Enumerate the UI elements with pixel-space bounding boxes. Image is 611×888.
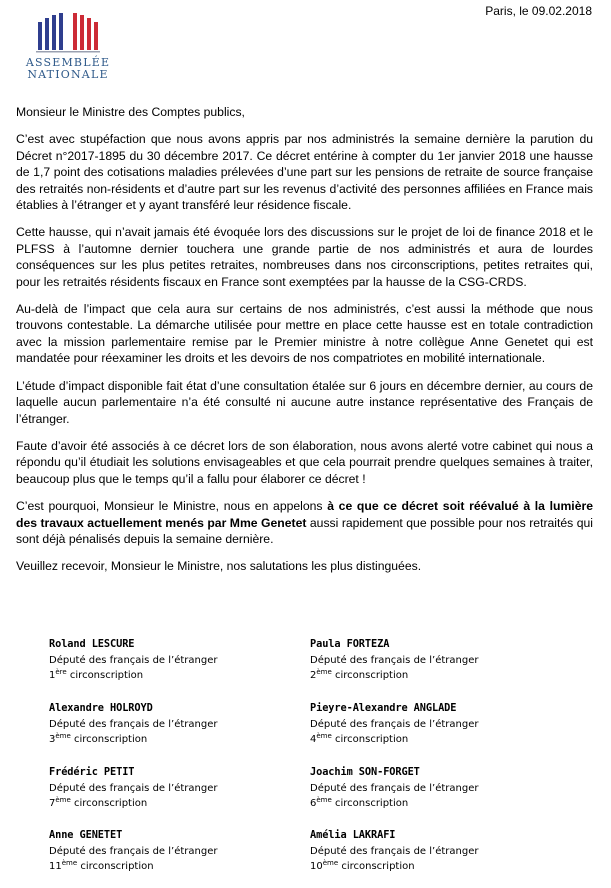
salutation: Monsieur le Ministre des Comptes publics, (16, 105, 245, 119)
signatory-title: Député des français de l’étranger (310, 718, 479, 730)
signatory-name: Alexandre HOLROYD (49, 702, 153, 714)
paragraph-2: Cette hausse, qui n’avait jamais été évoquée lors des discussions sur le projet de loi de finance 2018 et le PLFSS à l’automne dernier touchera une grande partie de nos administrés et aura de lourdes conséquences sur les plus petites retraites, nombreuses dans nos circonscriptions, petites retraites qui, pour les retraités résidents fiscaux en France sont exemptées par la hausse de la CSG-CRDS. (16, 225, 593, 289)
signatory-circonscription: 6ème circonscription (310, 796, 409, 809)
signatory-name: Amélia LAKRAFI (310, 829, 396, 841)
signatory-title: Député des français de l’étranger (310, 782, 479, 794)
signatory-title: Député des français de l’étranger (49, 718, 218, 730)
logo-line-2: NATIONALE (27, 68, 109, 81)
signatory (310, 765, 560, 812)
signatory-title: Député des français de l’étranger (49, 782, 218, 794)
signatory-circonscription: 4ème circonscription (310, 732, 409, 745)
signatory-circonscription: 2ème circonscription (310, 668, 409, 681)
signatory-circonscription: 11ème circonscription (49, 859, 154, 872)
signatory (49, 637, 299, 684)
signatory-circonscription: 1ère circonscription (49, 668, 144, 681)
signatory (310, 701, 560, 748)
letter-date: Paris, le 09.02.2018 (485, 4, 592, 18)
hemicycle-flag-icon (18, 8, 118, 56)
paragraph-6-end: aussi rapidement que possible pour nos retraités qui sont déjà pénalisés depuis la semaine dernière. (16, 515, 593, 546)
signatory-circonscription: 7ème circonscription (49, 796, 148, 809)
signatory-title: Député des français de l’étranger (49, 654, 218, 666)
signatory (310, 637, 560, 684)
signatory-name: Paula FORTEZA (310, 638, 390, 650)
signatory-title: Député des français de l’étranger (310, 845, 479, 857)
closing: Veuillez recevoir, Monsieur le Ministre, nos salutations les plus distinguées. (16, 559, 422, 574)
signatory-name: Pieyre-Alexandre ANGLADE (310, 702, 457, 714)
paragraph-6 (16, 498, 593, 547)
signatory (49, 701, 299, 748)
paragraph-6-start: C’est pourquoi, Monsieur le Ministre, nous en appelons (16, 499, 328, 514)
signatory-name: Roland LESCURE (49, 638, 135, 650)
signatory-circonscription: 10ème circonscription (310, 859, 415, 872)
signatory-title: Député des français de l’étranger (49, 845, 218, 857)
paragraph-1: C’est avec stupéfaction que nous avons appris par nos administrés la semaine dernière la parution du Décret n°2017-1895 du 30 décembre 2017. Ce décret entérine à compter du 1er janvier 2018 une hausse de 1,7 point des cotisations maladies prélevées d’une part sur les pensions de retraite de source française des retraités non-résidents et d’autre part sur les revenus d’activité des personnes affiliées en France mais établies à l’étranger et y ayant transféré leur résidence fiscale. (16, 132, 593, 213)
paragraph-3: Au-delà de l’impact que cela aura sur certains de nos administrés, c’est aussi la méthode que nous trouvons contestable. La démarche utilisée pour mettre en place cette hausse est en totale contradiction avec la mission parlementaire remise par le Premier ministre à notre collègue Anne Genetet qui est mandatée pour réexaminer les droits et les devoirs de nos compatriotes en mobilité internationale. (16, 302, 593, 366)
logo-line-1: ASSEMBLÉE (25, 56, 111, 69)
assemblee-nationale-logo (18, 8, 118, 88)
paragraph-6-emphasis: à ce que ce décret soit réévalué à la lumière des travaux actuellement menés par Mme Genetet (16, 499, 593, 530)
paragraph-5: Faute d’avoir été associés à ce décret lors de son élaboration, nous avons alerté votre cabinet qui nous a répondu qu’il étudiait les solutions envisageables et que cela pourrait prendre quelques semaines à traiter, beaucoup plus que le temps qu’il a fallu pour élaborer ce décret ! (16, 438, 593, 486)
signatory-name: Frédéric PETIT (49, 766, 135, 778)
signatory-circonscription: 3ème circonscription (49, 732, 148, 745)
paragraph-4: L’étude d’impact disponible fait état d’une consultation étalée sur 6 jours en décembre dernier, au cours de laquelle aucun parlementaire n’a été consulté ni aucune autre instance représentative des Français de l’étranger. (16, 378, 593, 426)
logo-wordmark (18, 57, 118, 81)
letter-body (16, 104, 593, 586)
signatory-title: Député des français de l’étranger (310, 654, 479, 666)
signatory (310, 828, 560, 875)
signatory (49, 828, 299, 875)
signatory (49, 765, 299, 812)
signatory-name: Anne GENETET (49, 829, 123, 841)
signatory-name: Joachim SON-FORGET (310, 766, 420, 778)
